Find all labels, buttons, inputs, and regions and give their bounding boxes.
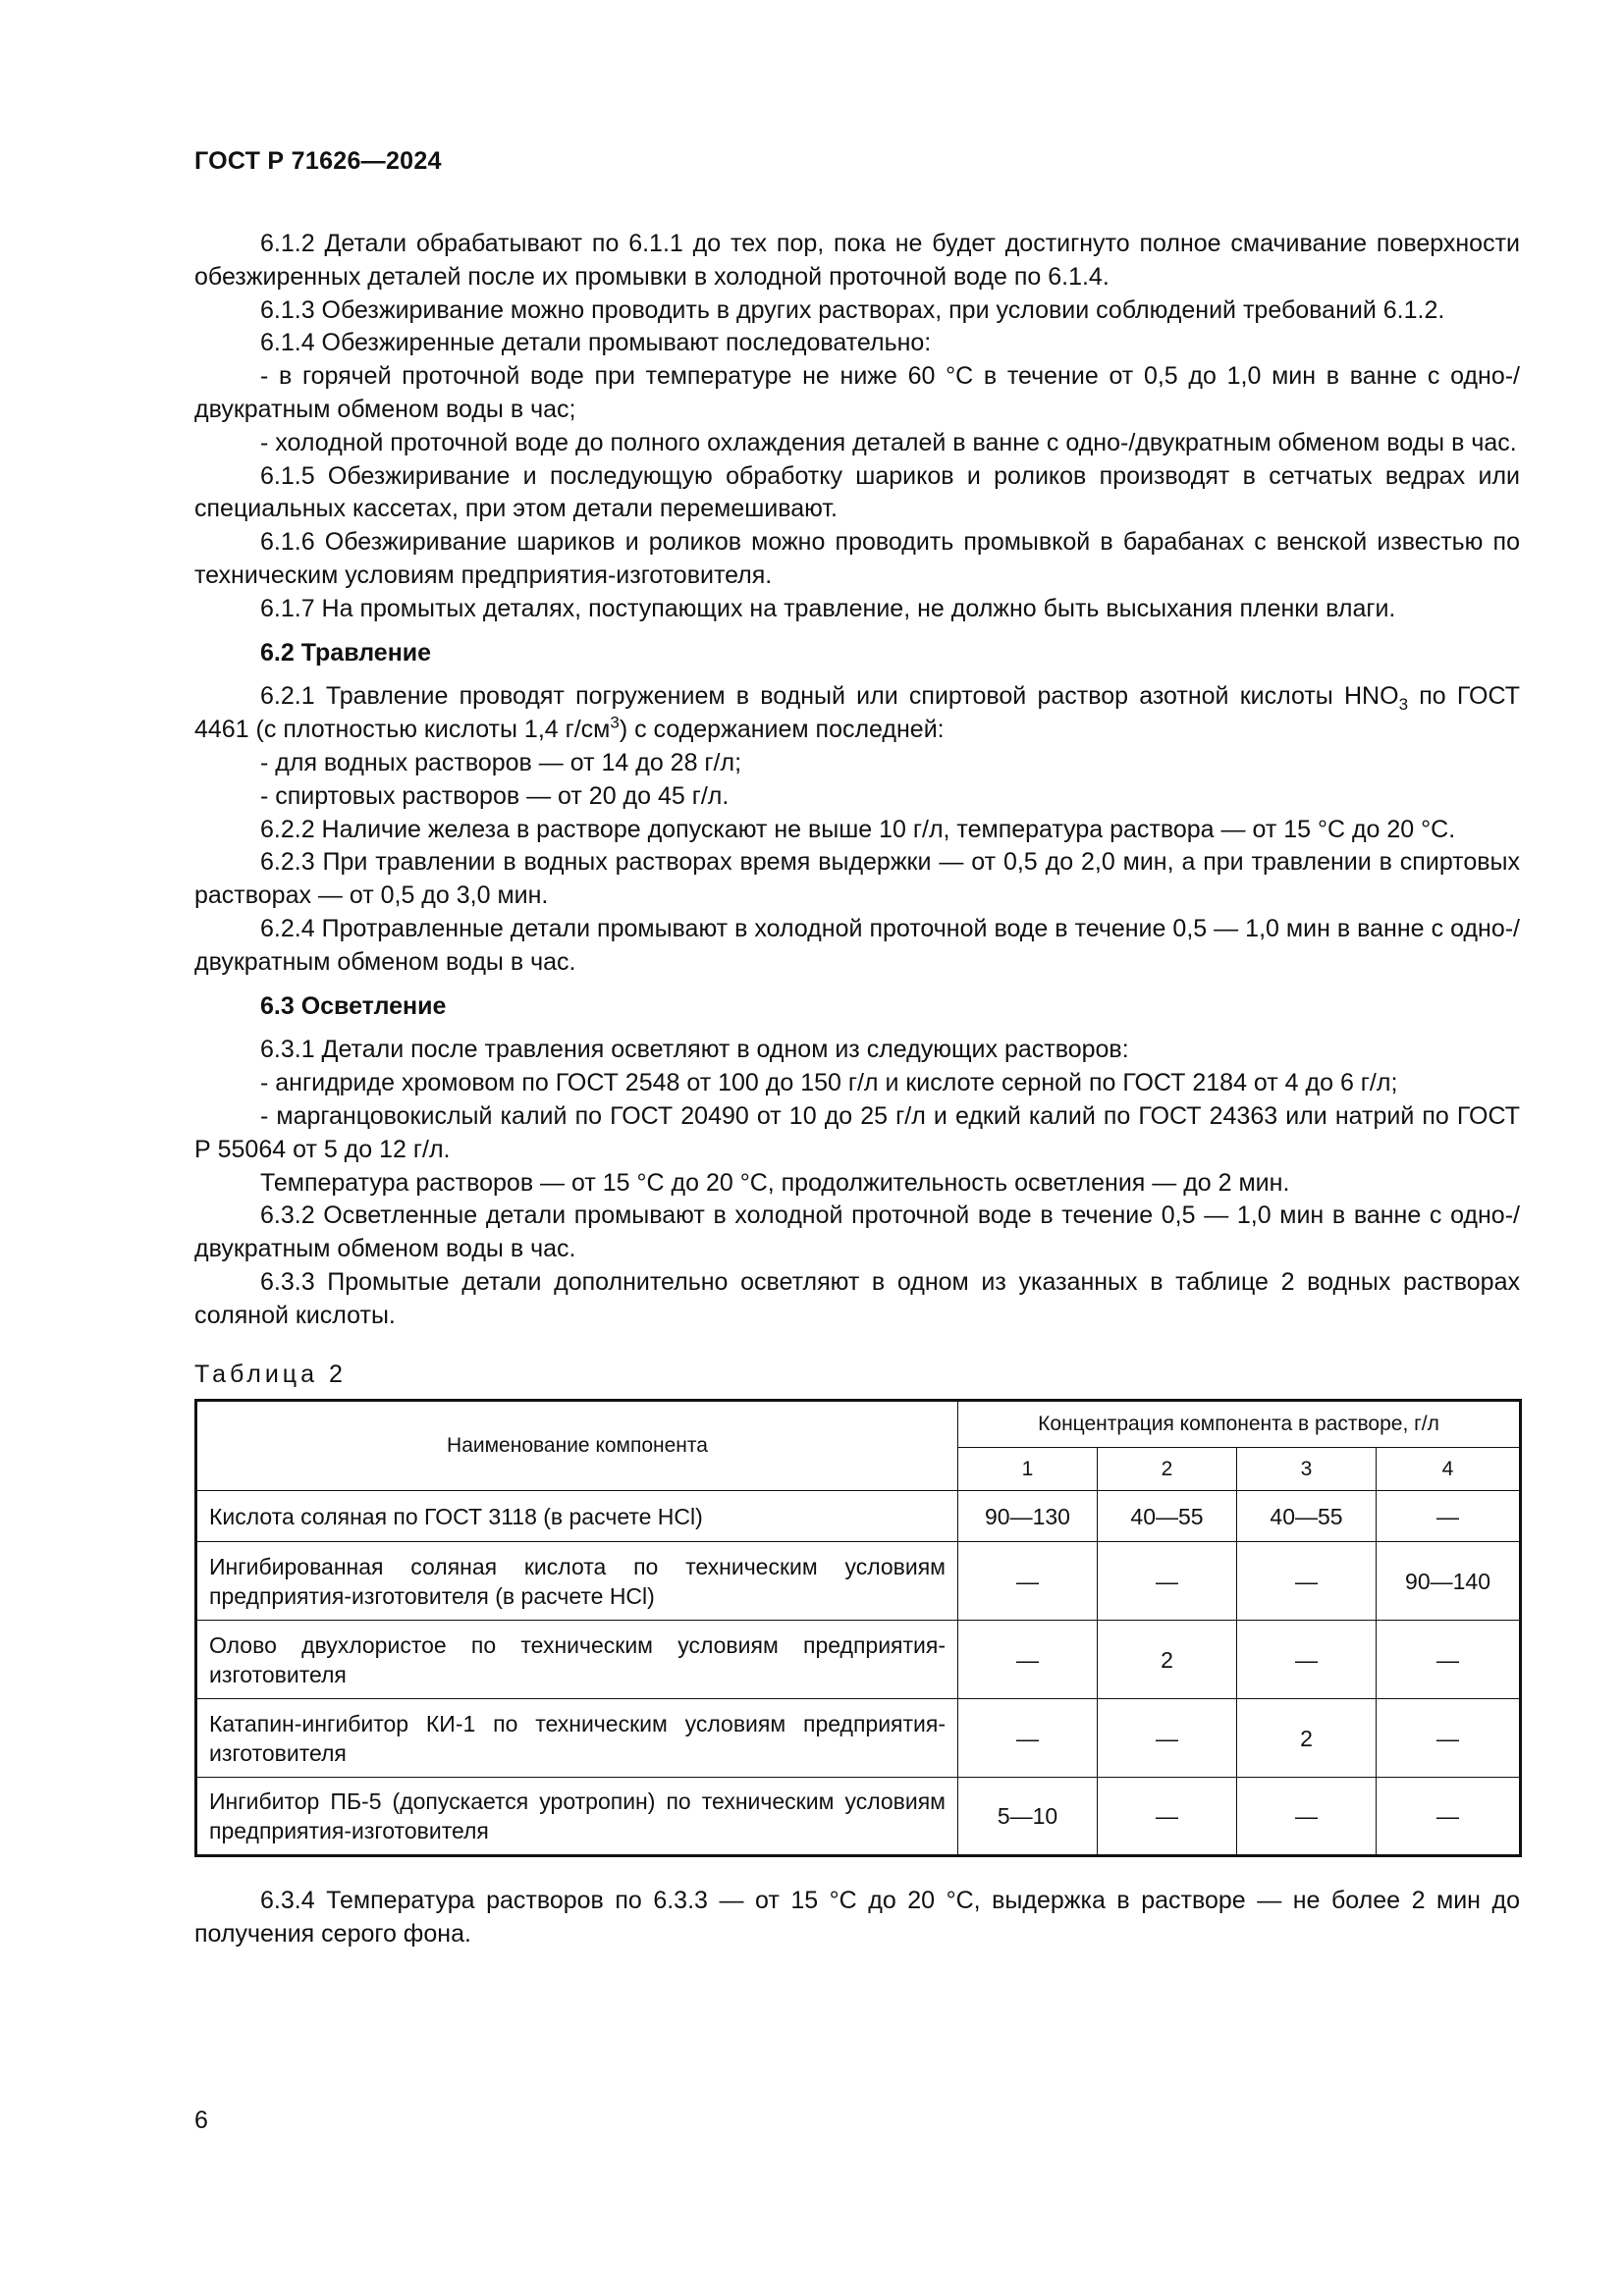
row-value: 90—140: [1377, 1542, 1521, 1621]
row-value: 5—10: [958, 1778, 1098, 1856]
paragraph-6-3-2: 6.3.2 Осветленные детали промывают в холодной проточной воде в течение 0,5 — 1,0 мин в ванне с одно-/двукратным обменом воды в час.: [194, 1201, 1520, 1263]
row-name: Кислота соляная по ГОСТ 3118 (в расчете HCl): [196, 1491, 958, 1542]
row-value: —: [1377, 1778, 1521, 1856]
header-col-3: 3: [1237, 1448, 1377, 1491]
row-value: —: [958, 1699, 1098, 1778]
paragraph-6-2-1-text-a: 6.2.1 Травление проводят погружением в водный или спиртовой раствор азотной кислоты HNO: [260, 682, 1399, 711]
paragraph-6-2-4: 6.2.4 Протравленные детали промывают в холодной проточной воде в течение 0,5 — 1,0 мин в ванне с одно-/двукратным обменом воды в час.: [194, 914, 1520, 976]
list-item-chromic: - ангидриде хромовом по ГОСТ 2548 от 100 до 150 г/л и кислоте серной по ГОСТ 2184 от 4 до 6 г/л;: [260, 1069, 1398, 1097]
table-caption: Таблица 2: [194, 1360, 347, 1388]
table-row: [196, 1778, 1521, 1856]
row-value: —: [1237, 1542, 1377, 1621]
paragraph-6-2-3: 6.2.3 При травлении в водных растворах время выдержки — от 0,5 до 2,0 мин, а при травлении в спиртовых растворах — от 0,5 до 3,0 мин.: [194, 848, 1520, 910]
paragraph-6-1-6: 6.1.6 Обезжиривание шариков и роликов можно проводить промывкой в барабанах с венской известью по техническим условиям предприятия-изготовителя.: [194, 528, 1520, 589]
row-value: —: [1377, 1699, 1521, 1778]
table-row: [196, 1491, 1521, 1542]
list-item-hot-water: - в горячей проточной воде при температуре не ниже 60 °С в течение от 0,5 до 1,0 мин в ванне с одно-/двукратным обменом воды в час;: [194, 362, 1520, 423]
paragraph-6-2-1-text-c: ) с содержанием последней:: [619, 716, 945, 744]
row-value: —: [1237, 1621, 1377, 1699]
header-col-1: 1: [958, 1448, 1098, 1491]
header-col-4: 4: [1377, 1448, 1521, 1491]
row-value: 90—130: [958, 1491, 1098, 1542]
section-heading-6-3: 6.3 Осветление: [260, 991, 447, 1020]
row-name: Катапин-ингибитор КИ-1 по техническим условиям предприятия-изготовителя: [196, 1699, 958, 1778]
paragraph-6-1-4: 6.1.4 Обезжиренные детали промывают последовательно:: [260, 329, 932, 357]
row-value: 40—55: [1237, 1491, 1377, 1542]
paragraph-6-3-4: 6.3.4 Температура растворов по 6.3.3 — от 15 °С до 20 °С, выдержка в растворе — не более 2 мин до получения серого фона.: [194, 1887, 1520, 1949]
row-name: Ингибированная соляная кислота по техническим условиям предприятия-изготовителя (в расчете HCl): [196, 1542, 958, 1621]
list-item-alcohol: - спиртовых растворов — от 20 до 45 г/л.: [260, 781, 730, 810]
page-number: 6: [194, 2107, 208, 2134]
document-body: [194, 228, 1520, 1951]
list-item-aqueous: - для водных растворов — от 14 до 28 г/л;: [260, 748, 742, 776]
row-name: Ингибитор ПБ-5 (допускается уротропин) по техническим условиям предприятия-изготовителя: [196, 1778, 958, 1856]
list-item-cold-water: - холодной проточной воде до полного охлаждения деталей в ванне с одно-/двукратным обменом воды в час.: [260, 428, 1517, 456]
table-row: [196, 1621, 1521, 1699]
paragraph-6-1-2: 6.1.2 Детали обрабатывают по 6.1.1 до тех пор, пока не будет достигнуто полное смачивание поверхности обезжиренных деталей после их промывки в холодной проточной воде по 6.1.4.: [194, 230, 1520, 291]
table-row: [196, 1699, 1521, 1778]
document-header-title: ГОСТ Р 71626—2024: [194, 147, 442, 175]
row-value: —: [1098, 1778, 1237, 1856]
row-value: —: [958, 1621, 1098, 1699]
row-value: 2: [1098, 1621, 1237, 1699]
section-heading-6-2: 6.2 Травление: [260, 638, 432, 667]
list-item-permanganate: - марганцовокислый калий по ГОСТ 20490 от 10 до 25 г/л и едкий калий по ГОСТ 24363 или натрий по ГОСТ Р 55064 от 5 до 12 г/л.: [194, 1101, 1520, 1163]
header-col-2: 2: [1098, 1448, 1237, 1491]
paragraph-6-3-1: 6.3.1 Детали после травления осветляют в одном из следующих растворов:: [260, 1036, 1129, 1064]
row-value: 2: [1237, 1699, 1377, 1778]
paragraph-6-2-1-text-b: по ГОСТ 4461 (с плотностью кислоты 1,4 г/см: [194, 682, 1520, 744]
paragraph-6-1-5: 6.1.5 Обезжиривание и последующую обработку шариков и роликов производят в сетчатых ведрах или специальных кассетах, при этом детали перемешивают.: [194, 461, 1520, 523]
table-2: [194, 1399, 1522, 1857]
header-component-name: Наименование компонента: [196, 1401, 958, 1491]
row-value: 40—55: [1098, 1491, 1237, 1542]
paragraph-6-2-2: 6.2.2 Наличие железа в растворе допускают не выше 10 г/л, температура раствора — от 15 °С до 20 °С.: [260, 815, 1456, 843]
header-concentration: Концентрация компонента в растворе, г/л: [958, 1401, 1521, 1448]
paragraph-6-3-3: 6.3.3 Промытые детали дополнительно осветляют в одном из указанных в таблице 2 водных растворах соляной кислоты.: [194, 1267, 1520, 1329]
row-value: —: [1377, 1621, 1521, 1699]
paragraph-temperature: Температура растворов — от 15 °С до 20 °С, продолжительность осветления — до 2 мин.: [260, 1168, 1290, 1197]
subscript-3: 3: [1398, 695, 1409, 715]
row-value: —: [1237, 1778, 1377, 1856]
row-value: —: [1098, 1542, 1237, 1621]
paragraph-6-2-1: [194, 680, 1520, 747]
row-value: —: [1377, 1491, 1521, 1542]
row-name: Олово двухлористое по техническим условиям предприятия-изготовителя: [196, 1621, 958, 1699]
superscript-3: 3: [610, 713, 620, 732]
paragraph-6-1-7: 6.1.7 На промытых деталях, поступающих на травление, не должно быть высыхания пленки влаги.: [260, 594, 1396, 622]
paragraph-6-1-3: 6.1.3 Обезжиривание можно проводить в других растворах, при условии соблюдений требований 6.1.2.: [260, 295, 1445, 324]
table-row: [196, 1542, 1521, 1621]
row-value: —: [958, 1542, 1098, 1621]
row-value: —: [1098, 1699, 1237, 1778]
